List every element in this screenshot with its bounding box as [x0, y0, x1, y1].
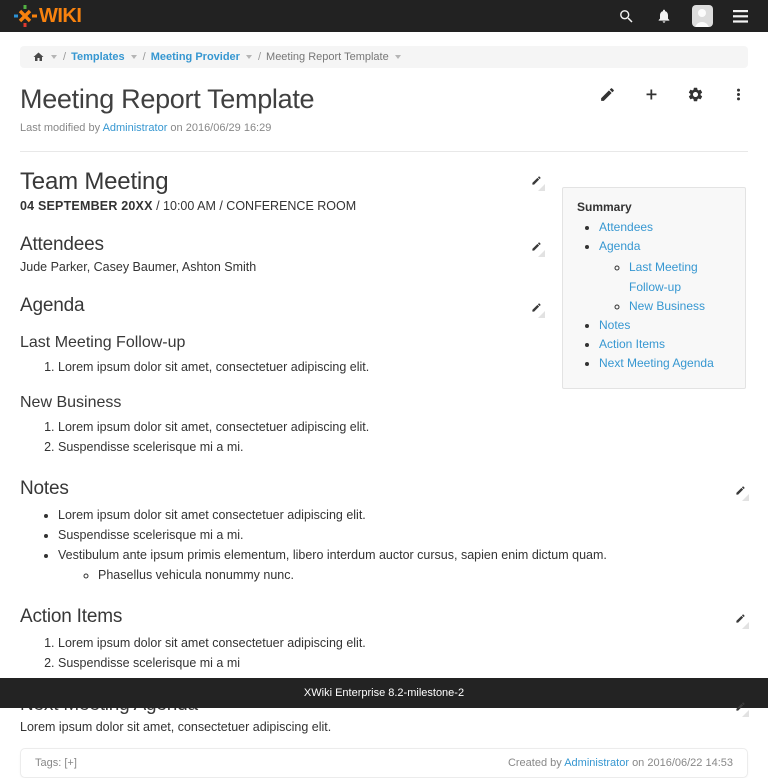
section-edit-button[interactable] [529, 174, 544, 189]
list-item [599, 237, 735, 316]
list-item: 2. Suspendisse scelerisque mi a mi. [58, 437, 748, 457]
list-item: • Suspendisse scelerisque mi a mi. [58, 525, 748, 545]
list-item [599, 354, 735, 373]
chevron-down-icon[interactable] [51, 55, 57, 59]
kebab-menu-icon [731, 86, 746, 103]
settings-button[interactable] [687, 86, 704, 103]
home-icon [32, 51, 45, 63]
list-item: • Lorem ipsum dolor sit amet consectetuer adipiscing elit. [58, 505, 748, 525]
list-item: 2. Suspendisse scelerisque mi a mi [58, 653, 748, 673]
breadcrumb-current: Meeting Report Template [266, 51, 389, 63]
section-edit-button[interactable] [733, 612, 748, 627]
toc-link-notes[interactable]: Notes [599, 317, 631, 332]
edit-button[interactable] [599, 86, 616, 103]
breadcrumb [20, 46, 748, 68]
breadcrumb-link-meeting-provider[interactable]: Meeting Provider [150, 51, 240, 63]
gear-icon [687, 86, 704, 103]
breadcrumb-separator: / [142, 51, 146, 63]
summary-panel [562, 187, 746, 389]
next-meeting-text: Lorem ipsum dolor sit amet, consectetuer adipiscing elit. [20, 720, 332, 734]
attendees-names: Jude Parker, Casey Baumer, Ashton Smith [20, 260, 257, 274]
new-business-list [20, 417, 748, 457]
last-meeting-heading: Last Meeting Follow-up [20, 334, 186, 351]
list-item [629, 297, 735, 316]
search-button[interactable] [614, 4, 638, 28]
search-icon [618, 8, 635, 25]
document-content [0, 168, 768, 734]
toc-link-next-meeting[interactable]: Next Meeting Agenda [599, 356, 714, 371]
notes-sub-list [58, 565, 748, 585]
list-item [599, 316, 735, 335]
breadcrumb-separator: / [257, 51, 262, 63]
last-modified-line [20, 122, 748, 134]
version-bar [0, 678, 768, 708]
notes-heading: Notes [20, 478, 748, 500]
list-item [629, 258, 735, 296]
logo-wordmark: WIKI [39, 5, 82, 27]
drawer-menu-button[interactable] [728, 4, 752, 28]
list-item: • Vestibulum ante ipsum primis elementum, libero interdum auctor cursus, sapien enim dictum quam. ◦ Phasellus vehicula nonummy nunc. [58, 545, 748, 585]
plus-icon [643, 86, 660, 103]
created-user-link[interactable]: Administrator [564, 757, 629, 769]
avatar [692, 5, 713, 27]
toc-link-action-items[interactable]: Action Items [599, 337, 666, 352]
created-line [508, 757, 733, 769]
chevron-down-icon[interactable] [246, 55, 252, 59]
list-item [599, 335, 735, 354]
new-business-heading: New Business [20, 394, 122, 411]
list-item: 1. Lorem ipsum dolor sit amet, consectetuer adipiscing elit. [58, 417, 748, 437]
breadcrumb-link-templates[interactable]: Templates [71, 51, 125, 63]
toc-link-attendees[interactable]: Attendees [599, 220, 654, 234]
xwiki-asterisk-icon [12, 3, 38, 29]
more-actions-button[interactable] [731, 86, 746, 103]
summary-toc [577, 218, 735, 374]
meeting-time-place: / 10:00 AM / CONFERENCE ROOM [156, 199, 357, 213]
action-items-list [20, 633, 748, 673]
add-tag-button[interactable]: [+] [64, 757, 77, 769]
created-suffix: on 2016/06/22 14:53 [632, 757, 733, 769]
meeting-date: 04 SEPTEMBER 20XX [20, 199, 153, 213]
xwiki-logo[interactable] [12, 3, 81, 29]
list-item [599, 218, 735, 237]
toc-link-agenda[interactable]: Agenda [599, 239, 641, 254]
create-button[interactable] [643, 86, 660, 103]
action-items-heading: Action Items [20, 606, 748, 628]
doc-title-heading: Team Meeting [20, 168, 748, 196]
list-item: 1. Lorem ipsum dolor sit amet consectetuer adipiscing elit. [58, 633, 748, 653]
list-item: 1. Lorem ipsum dolor sit amet, consectetuer adipiscing elit. [58, 357, 748, 377]
notes-list [20, 505, 748, 585]
breadcrumb-separator: / [63, 51, 67, 63]
document-footer [20, 748, 748, 778]
breadcrumb-home-link[interactable] [32, 51, 45, 63]
bell-icon [656, 8, 672, 24]
chevron-down-icon[interactable] [395, 55, 401, 59]
chevron-down-icon[interactable] [131, 55, 137, 59]
header-divider [20, 151, 748, 152]
attendees-heading: Attendees [20, 234, 748, 256]
page-actions [599, 86, 746, 103]
toc-link-new-business[interactable]: New Business [629, 298, 706, 313]
section-edit-button[interactable] [529, 301, 544, 316]
agenda-heading: Agenda [20, 295, 748, 317]
navbar-actions [614, 4, 752, 28]
page-title: Meeting Report Template [20, 84, 315, 114]
summary-title: Summary [577, 200, 632, 214]
list-item: ◦ Phasellus vehicula nonummy nunc. [98, 565, 748, 585]
section-edit-button[interactable] [733, 484, 748, 499]
version-text: XWiki Enterprise 8.2-milestone-2 [303, 687, 465, 699]
section-edit-button[interactable] [529, 240, 544, 255]
modified-prefix: Last modified by [20, 122, 101, 134]
toc-link-last-meeting[interactable]: Last Meeting Follow-up [629, 260, 698, 294]
tags-section [35, 757, 77, 769]
tags-label: Tags: [35, 757, 62, 769]
top-navbar [0, 0, 768, 32]
modified-user-link[interactable]: Administrator [102, 122, 168, 134]
modified-suffix: on 2016/06/29 16:29 [170, 122, 272, 134]
page-header [0, 68, 768, 134]
hamburger-icon [733, 10, 748, 23]
created-prefix: Created by [507, 757, 562, 769]
user-menu-button[interactable] [690, 4, 714, 28]
pencil-icon [599, 86, 616, 103]
notifications-button[interactable] [652, 4, 676, 28]
